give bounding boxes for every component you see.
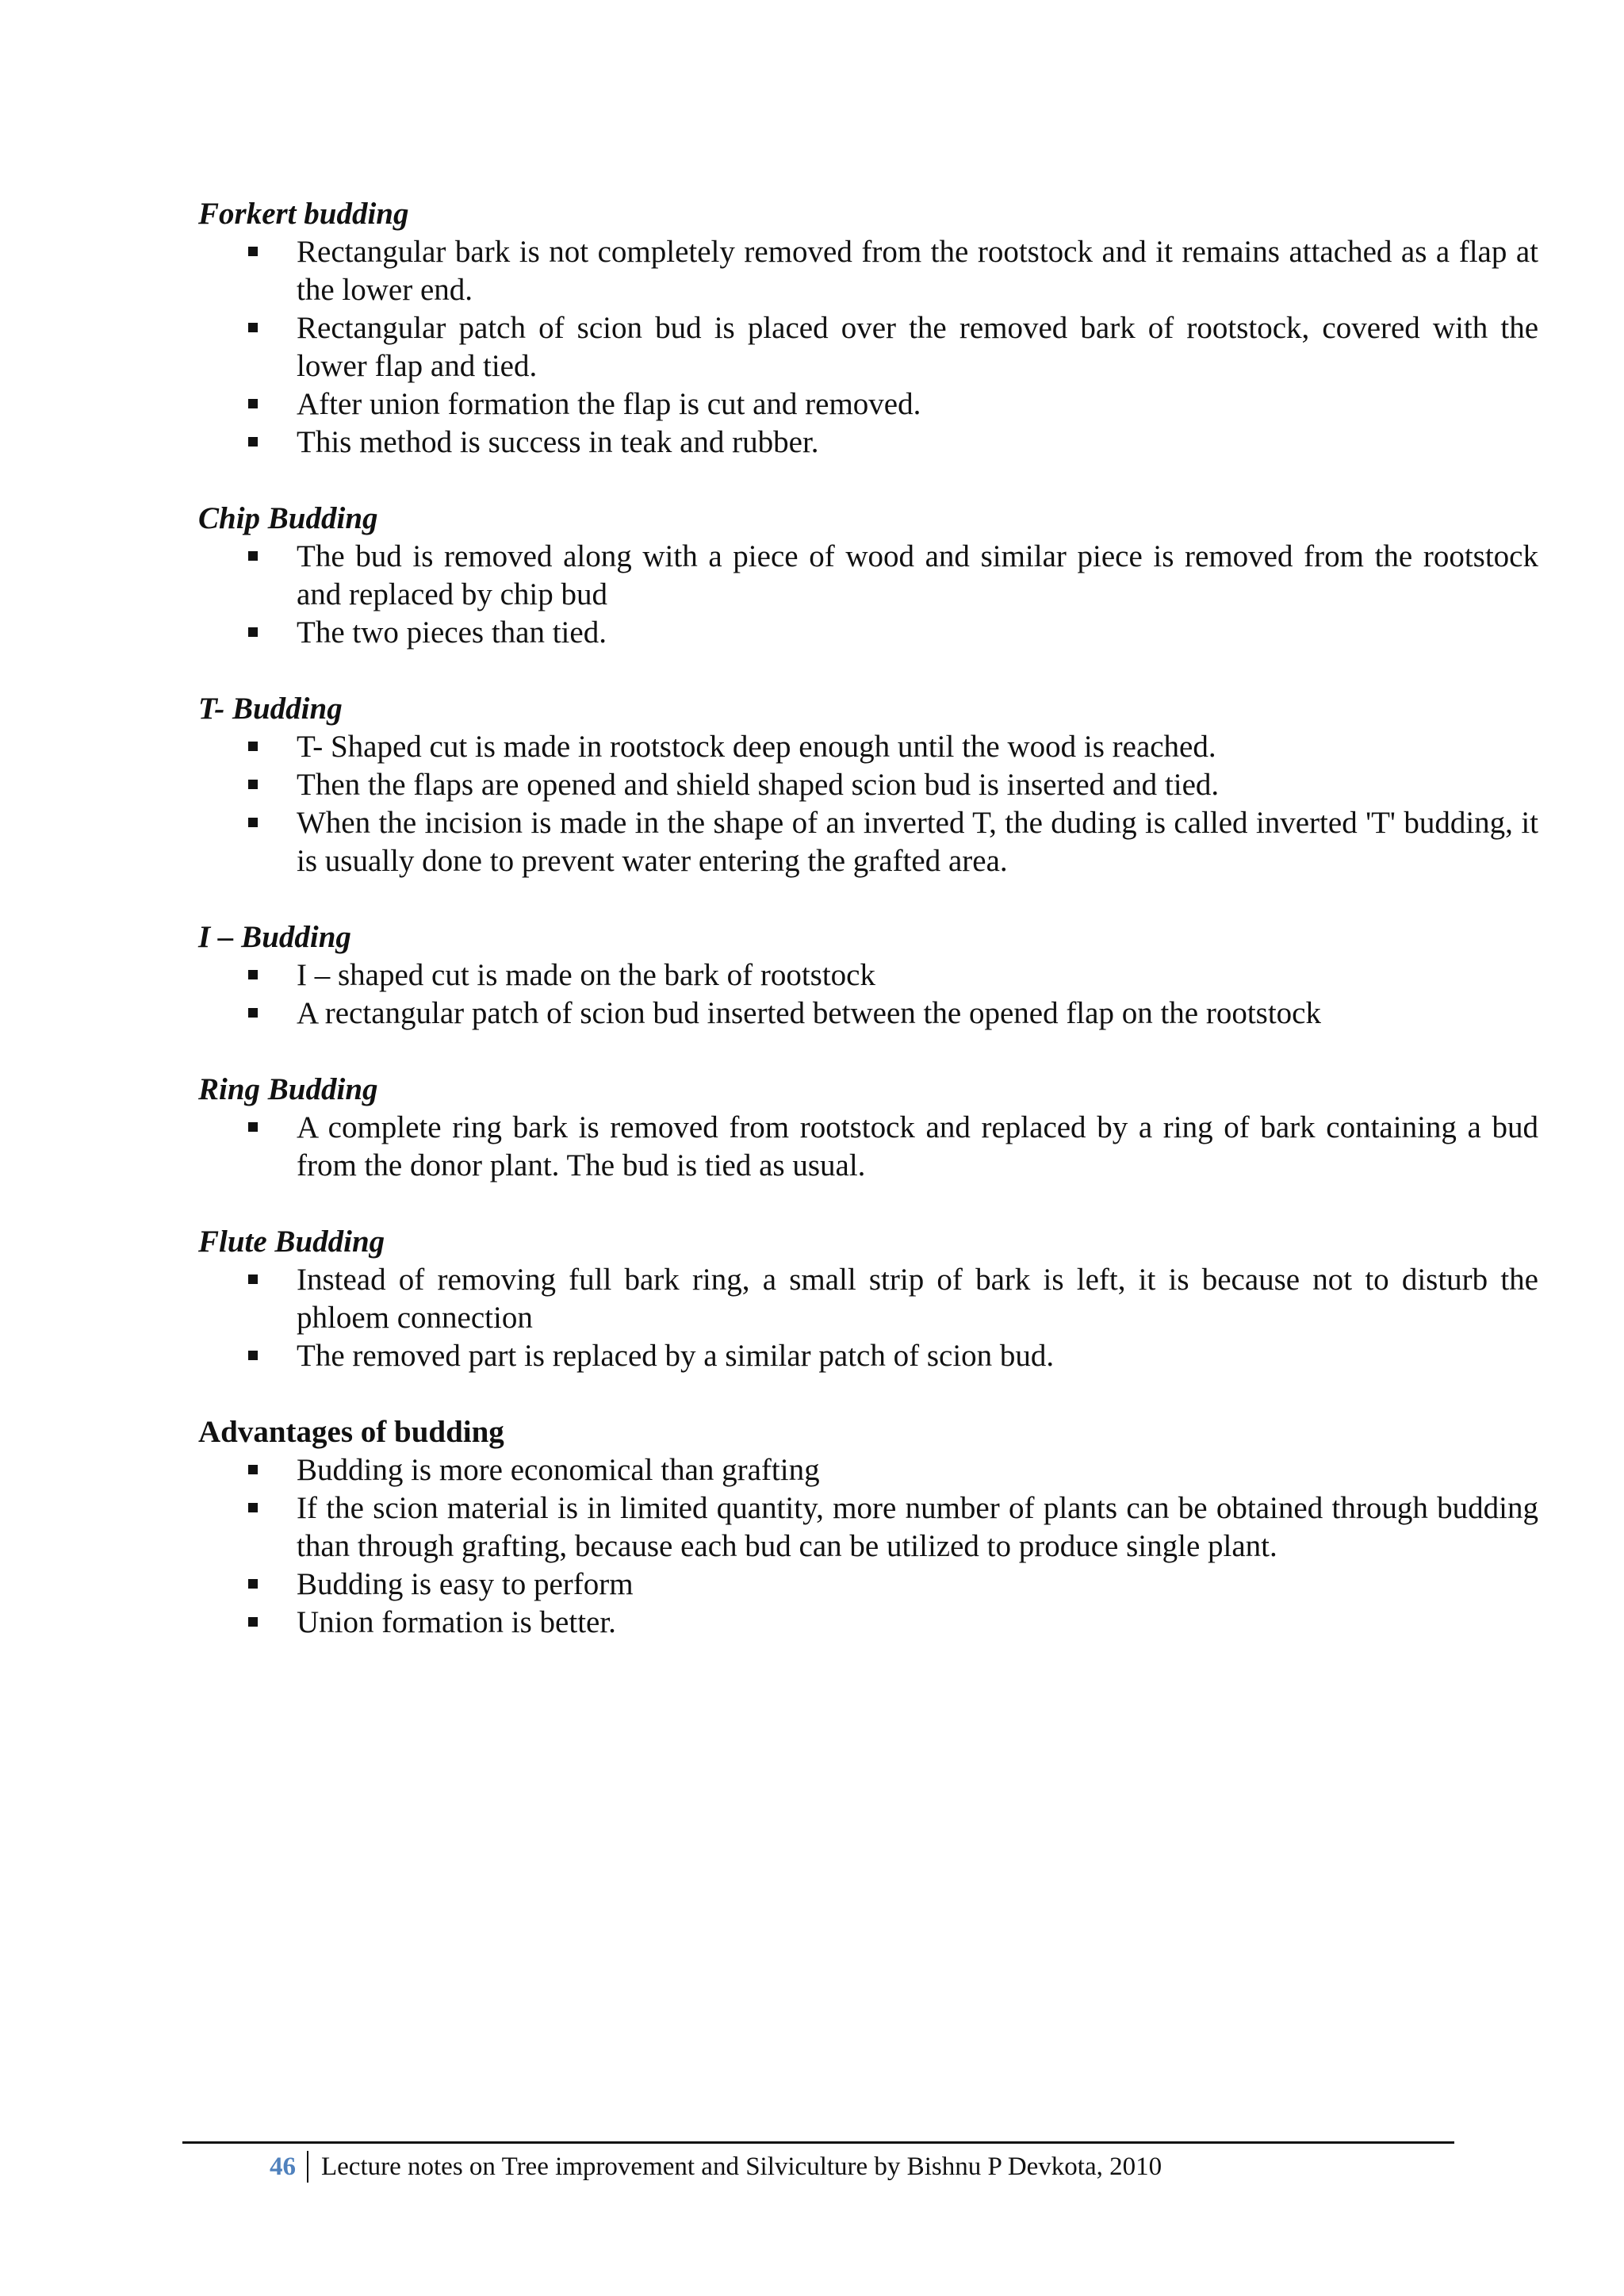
list-item <box>198 1109 1538 1185</box>
section-i-budding <box>198 918 1538 1033</box>
list-item <box>198 728 1538 766</box>
document-body <box>198 195 1538 1680</box>
square-bullet-icon <box>248 437 258 447</box>
list-item-text: This method is success in teak and rubber. <box>297 425 819 459</box>
bullet-list <box>198 538 1538 652</box>
bullet-list <box>198 233 1538 462</box>
section-ring-budding <box>198 1071 1538 1185</box>
square-bullet-icon <box>248 551 258 561</box>
square-bullet-icon <box>248 1274 258 1284</box>
section-heading: Advantages of budding <box>198 1415 504 1449</box>
section-chip-budding <box>198 500 1538 652</box>
list-item-text: When the incision is made in the shape of an inverted T, the duding is called inverted 'T' budding, it is usually done to prevent water entering the grafted area. <box>297 806 1538 878</box>
list-item-text: Budding is easy to perform <box>297 1567 634 1601</box>
footer-divider <box>182 2141 1454 2144</box>
list-item <box>198 1566 1538 1604</box>
list-item-text: If the scion material is in limited quantity, more number of plants can be obtained through budding than through grafting, because each bud can be utilized to produce single plant. <box>297 1491 1538 1563</box>
footer-text: Lecture notes on Tree improvement and Silviculture by Bishnu P Devkota, 2010 <box>321 2152 1162 2181</box>
square-bullet-icon <box>248 742 258 751</box>
list-item-text: Union formation is better. <box>297 1605 616 1639</box>
list-item <box>198 1604 1538 1642</box>
list-item <box>198 1451 1538 1489</box>
section-heading: Flute Budding <box>198 1225 385 1259</box>
square-bullet-icon <box>248 1579 258 1589</box>
list-item <box>198 614 1538 652</box>
square-bullet-icon <box>248 1122 258 1132</box>
section-flute-budding <box>198 1223 1538 1375</box>
square-bullet-icon <box>248 399 258 408</box>
list-item-text: Budding is more economical than grafting <box>297 1453 820 1487</box>
list-item-text: T- Shaped cut is made in rootstock deep enough until the wood is reached. <box>297 730 1216 764</box>
section-heading: T- Budding <box>198 692 343 726</box>
section-heading: Forkert budding <box>198 197 409 231</box>
square-bullet-icon <box>248 627 258 637</box>
list-item <box>198 766 1538 804</box>
section-advantages-of-budding <box>198 1413 1538 1642</box>
square-bullet-icon <box>248 1351 258 1360</box>
list-item-text: I – shaped cut is made on the bark of rootstock <box>297 958 875 992</box>
bullet-list <box>198 1109 1538 1185</box>
list-item-text: The removed part is replaced by a similar patch of scion bud. <box>297 1339 1055 1373</box>
page-footer <box>270 2151 1162 2183</box>
bullet-list <box>198 1451 1538 1642</box>
list-item <box>198 1337 1538 1375</box>
square-bullet-icon <box>248 247 258 256</box>
list-item <box>198 233 1538 309</box>
list-item <box>198 1489 1538 1566</box>
section-heading: Chip Budding <box>198 501 378 535</box>
square-bullet-icon <box>248 970 258 979</box>
list-item-text: Rectangular patch of scion bud is placed over the removed bark of rootstock, covered with the lower flap and tied. <box>297 311 1538 383</box>
square-bullet-icon <box>248 1503 258 1512</box>
list-item <box>198 1261 1538 1337</box>
list-item <box>198 956 1538 995</box>
page-number: 46 <box>270 2152 296 2181</box>
list-item-text: The two pieces than tied. <box>297 615 607 650</box>
section-forkert-budding <box>198 195 1538 462</box>
list-item <box>198 538 1538 614</box>
list-item <box>198 424 1538 462</box>
list-item <box>198 804 1538 880</box>
footer-separator <box>307 2151 308 2183</box>
list-item-text: Rectangular bark is not completely removed from the rootstock and it remains attached as a flap at the lower end. <box>297 235 1538 307</box>
bullet-list <box>198 728 1538 880</box>
square-bullet-icon <box>248 1617 258 1627</box>
square-bullet-icon <box>248 323 258 332</box>
list-item-text: A rectangular patch of scion bud inserted between the opened flap on the rootstock <box>297 996 1321 1030</box>
section-heading: I – Budding <box>198 920 351 954</box>
list-item-text: A complete ring bark is removed from rootstock and replaced by a ring of bark containing a bud from the donor plant. The bud is tied as usual. <box>297 1110 1538 1182</box>
square-bullet-icon <box>248 818 258 827</box>
square-bullet-icon <box>248 780 258 789</box>
section-t-budding <box>198 690 1538 880</box>
section-heading: Ring Budding <box>198 1072 378 1106</box>
bullet-list <box>198 1261 1538 1375</box>
list-item <box>198 385 1538 424</box>
list-item-text: Then the flaps are opened and shield shaped scion bud is inserted and tied. <box>297 768 1220 802</box>
list-item <box>198 309 1538 385</box>
list-item-text: After union formation the flap is cut and removed. <box>297 387 921 421</box>
list-item-text: The bud is removed along with a piece of wood and similar piece is removed from the rootstock and replaced by chip bud <box>297 539 1538 611</box>
square-bullet-icon <box>248 1008 258 1018</box>
list-item <box>198 995 1538 1033</box>
list-item-text: Instead of removing full bark ring, a small strip of bark is left, it is because not to disturb the phloem connection <box>297 1263 1538 1335</box>
square-bullet-icon <box>248 1465 258 1474</box>
bullet-list <box>198 956 1538 1033</box>
